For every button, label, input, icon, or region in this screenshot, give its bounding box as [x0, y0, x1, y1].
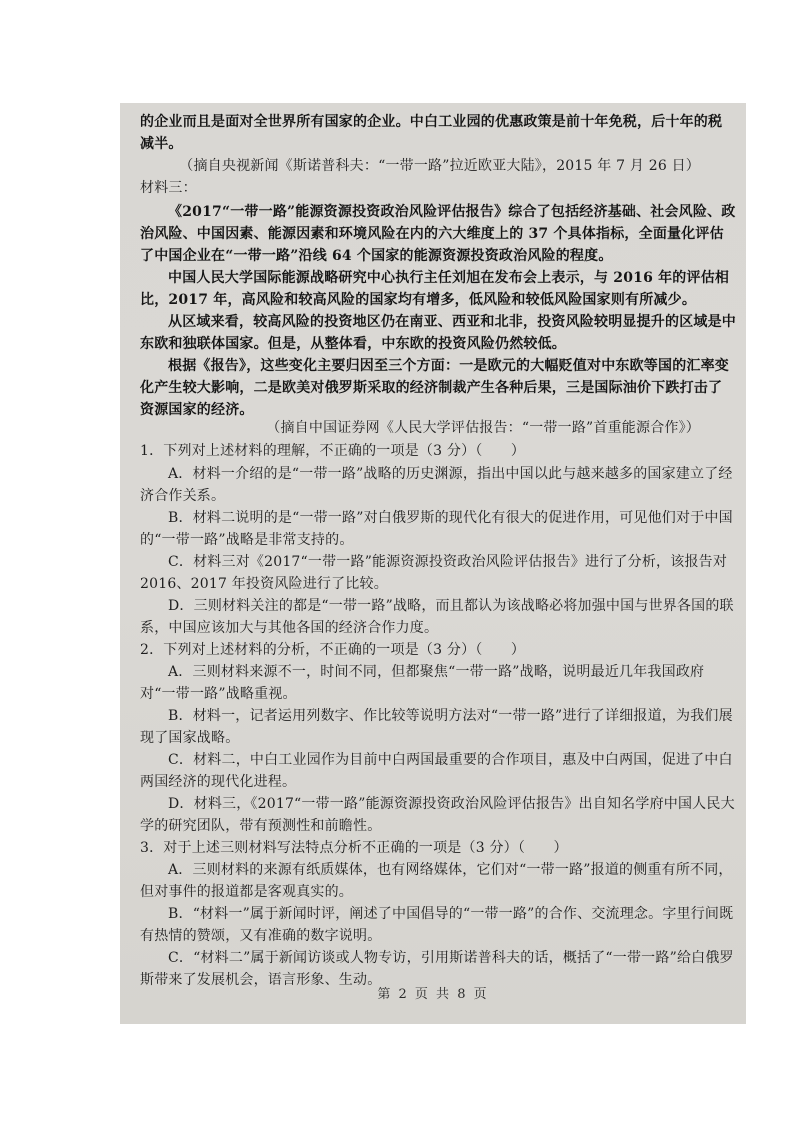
source-3: （摘自中国证券网《人民大学评估报告：“一带一路”首重能源合作》）	[266, 420, 700, 436]
scanned-page	[120, 103, 746, 1024]
question-2-option-b: B．材料一，记者运用列数字、作比较等说明方法对“一带一路”进行了详细报道，为我们展现了国家战略。	[140, 708, 733, 746]
material3-para-3: 从区域来看，较高风险的投资地区仍在南亚、西亚和北非，投资风险较明显提升的区域是中东欧和独联体国家。但是，从整体看，中东欧的投资风险仍然较低。	[140, 314, 736, 352]
question-3-option-a: A．三则材料的来源有纸质媒体，也有网络媒体，它们对“一带一路”报道的侧重有所不同，但对事件的报道都是客观真实的。	[140, 862, 733, 900]
question-3-option-b: B．“材料一”属于新闻时评，阐述了中国倡导的“一带一路”的合作、交流理念。字里行间既有热情的赞颂，又有准确的数字说明。	[140, 906, 734, 944]
question-1-stem: 1．下列对上述材料的理解，不正确的一项是（3 分）（ ）	[140, 443, 526, 459]
question-2-option-c: C．材料二，中白工业园作为目前中白两国最重要的合作项目，惠及中白两国，促进了中白两国经济的现代化进程。	[140, 752, 733, 790]
question-2-stem: 2．下列对上述材料的分析，不正确的一项是（3 分）（ ）	[140, 642, 526, 658]
source-2: （摘自央视新闻《斯诺普科夫：“一带一路”拉近欧亚大陆》，2015 年 7 月 26 日）	[179, 158, 700, 174]
question-1-option-a: A．材料一介绍的是“一带一路”战略的历史渊源，指出中国以此与越来越多的国家建立了经济合作关系。	[140, 466, 733, 504]
material3-para-4: 根据《报告》，这些变化主要归因至三个方面：一是欧元的大幅贬值对中东欧等国的汇率变化产生较大影响，二是欧美对俄罗斯采取的经济制裁产生各种后果，三是国际油价下跌打击了资源国家的经济。	[140, 358, 729, 418]
question-3-stem: 3．对于上述三则材料写法特点分析不正确的一项是（3 分）（ ）	[140, 840, 568, 856]
material3-para-1: 《2017“一带一路”能源资源投资政治风险评估报告》综合了包括经济基础、社会风险、政治风险、中国因素、能源因素和环境风险在内的六大维度上的 37 个具体指标，全面量化评估了中国企业在“一带一路”沿线 64 个国家的能源资源投资政治风险的程度。	[140, 204, 736, 264]
material3-label: 材料三：	[140, 180, 197, 196]
question-2-option-d: D．材料三，《2017“一带一路”能源资源投资政治风险评估报告》出自知名学府中国人民大学的研究团队，带有预测性和前瞻性。	[140, 796, 735, 834]
question-1-option-d: D．三则材料关注的都是“一带一路”战略，而且都认为该战略必将加强中国与世界各国的联系，中国应该加大与其他各国的经济合作力度。	[140, 598, 734, 636]
question-3-option-c: C．“材料二”属于新闻访谈或人物专访，引用斯诺普科夫的话，概括了“一带一路”给白俄罗斯带来了发展机会，语言形象、生动。	[140, 950, 734, 988]
question-1-option-c: C．材料三对《2017“一带一路”能源资源投资政治风险评估报告》进行了分析，该报告对 2016、2017 年投资风险进行了比较。	[140, 554, 728, 592]
material2-ending: 的企业而且是面对全世界所有国家的企业。中白工业园的优惠政策是前十年免税，后十年的税减半。	[140, 114, 723, 152]
question-2-option-a: A．三则材料来源不一，时间不同，但都聚焦“一带一路”战略，说明最近几年我国政府对“一带一路”战略重视。	[140, 664, 705, 702]
question-1-option-b: B．材料二说明的是“一带一路”对白俄罗斯的现代化有很大的促进作用，可见他们对于中国的“一带一路”战略是非常支持的。	[140, 510, 733, 548]
material3-para-2: 中国人民大学国际能源战略研究中心执行主任刘旭在发布会上表示，与 2016 年的评估相比，2017 年，高风险和较高风险的国家均有增多，低风险和较低风险国家则有所减少。	[140, 270, 730, 308]
page-footer: 第 2 页 共 8 页	[377, 987, 489, 1002]
